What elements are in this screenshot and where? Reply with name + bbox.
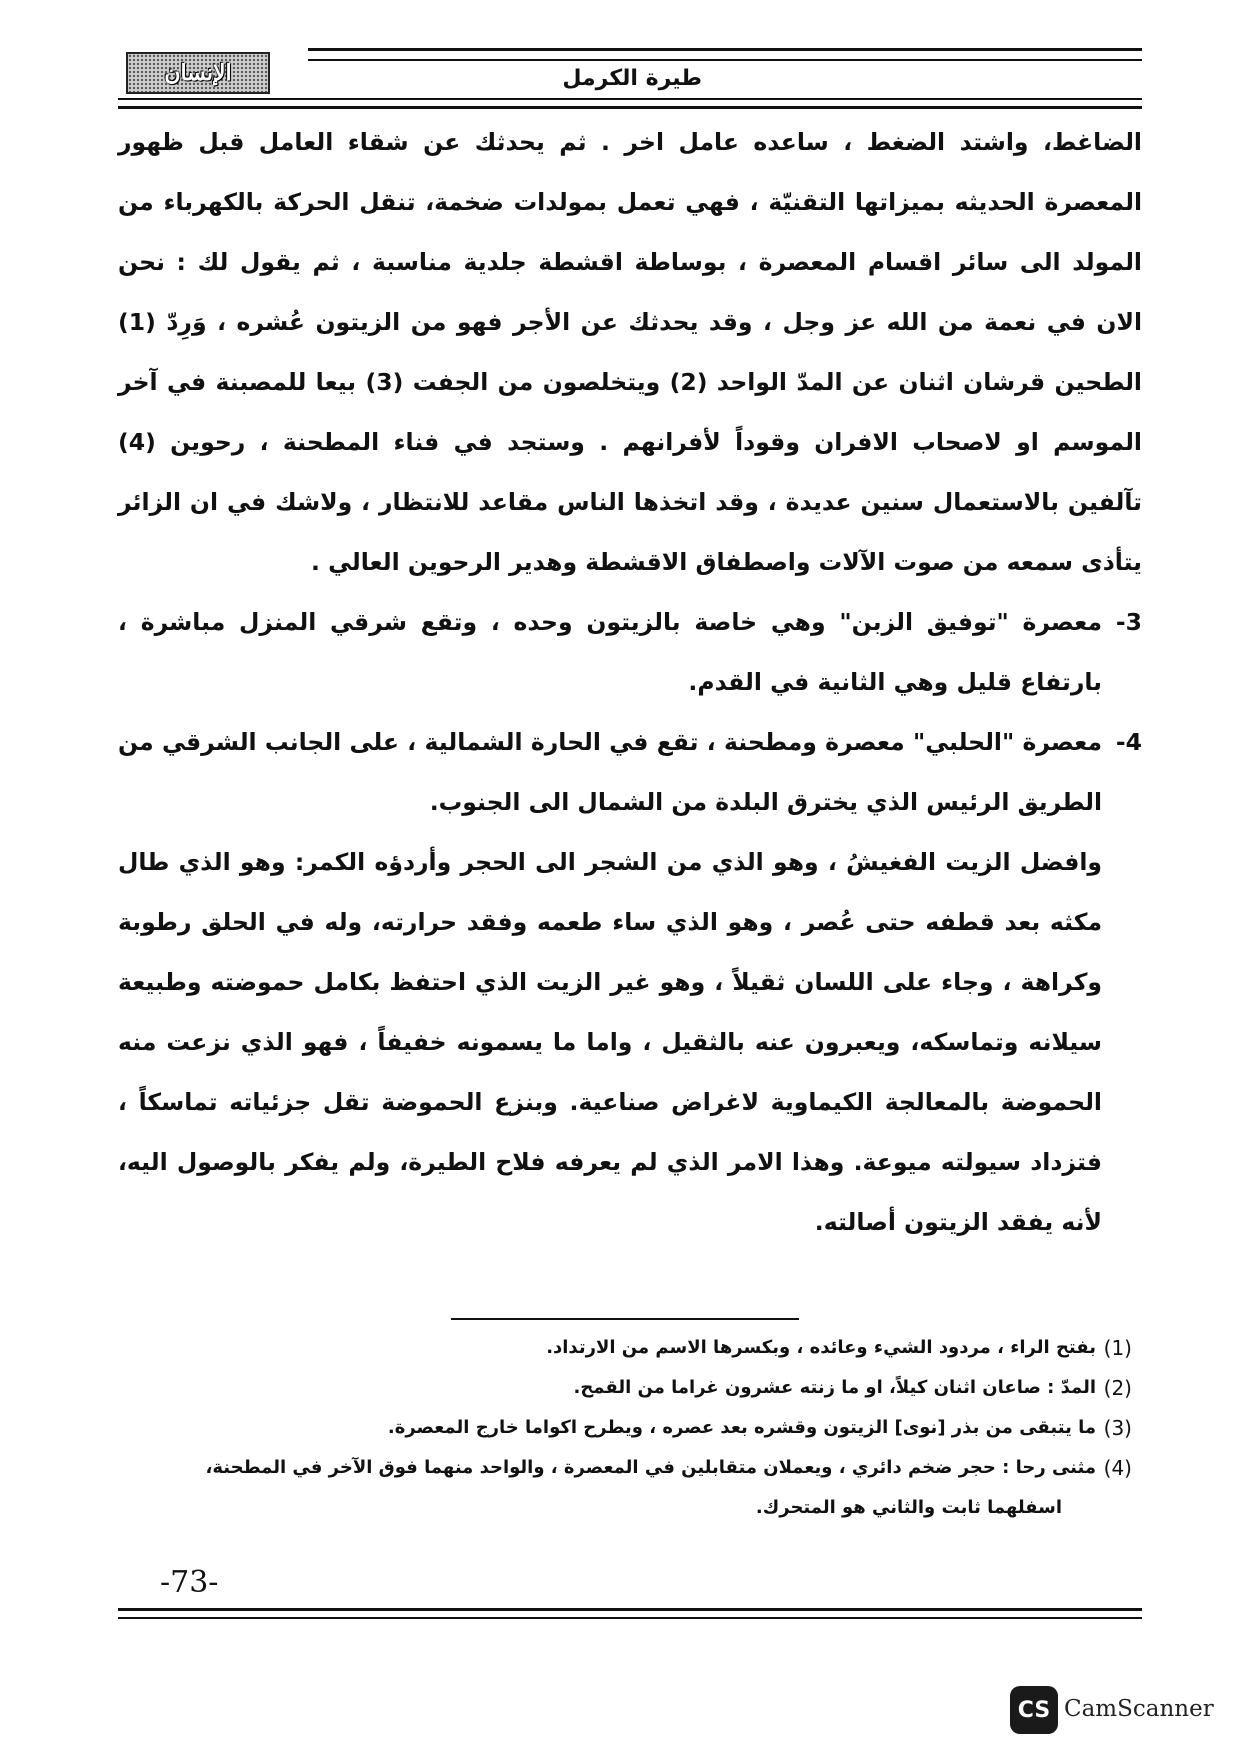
camscanner-watermark: CamScanner — [1064, 1696, 1214, 1722]
footnote-3 — [118, 1408, 1142, 1448]
running-title: طيرة الكرمل — [562, 66, 702, 91]
list-text-4: معصرة "الحلبي" معصرة ومطحنة ، تقع في الحارة الشمالية ، على الجانب الشرقي من الطريق الرئيس الذي يخترق البلدة من الشمال الى الجنوب. — [118, 728, 1102, 816]
list-item-3 — [118, 592, 1142, 712]
footer-rule — [118, 1608, 1142, 1619]
list-number-3: -3 — [1115, 608, 1142, 636]
section-badge-label: الإنسان — [164, 60, 232, 86]
footnote-separator — [451, 1318, 799, 1320]
footnote-4-continuation: اسفلهما ثابت والثاني هو المتحرك. — [755, 1497, 1062, 1518]
page-header — [118, 42, 1142, 104]
body-text — [118, 112, 1142, 1252]
list-text-3: معصرة "توفيق الزبن" وهي خاصة بالزيتون وحده ، وتقع شرقي المنزل مباشرة ، بارتفاع قليل وهي الثانية في القدم. — [118, 608, 1102, 696]
footnote-number-2: (2) — [1103, 1376, 1132, 1400]
section-badge — [126, 52, 270, 94]
footnote-text-3: ما يتبقى من بذر [نوى] الزيتون وقشره بعد عصره ، ويطرح اكواما خارج المعصرة. — [387, 1417, 1096, 1438]
header-rule-top — [308, 48, 1142, 61]
footnotes — [118, 1328, 1142, 1528]
list-number-4: -4 — [1115, 728, 1142, 756]
footnote-number-1: (1) — [1103, 1336, 1132, 1360]
footnote-4 — [118, 1448, 1142, 1488]
page-number: -73- — [160, 1565, 219, 1600]
footnote-text-1: بفتح الراء ، مردود الشيء وعائده ، وبكسرها الاسم من الارتداد. — [546, 1337, 1096, 1358]
camscanner-logo-icon: CS — [1010, 1686, 1058, 1734]
footnote-text-4: مثنى رحا : حجر ضخم دائري ، ويعملان متقابلين في المعصرة ، والواحد منهما فوق الآخر في المطحنة، — [205, 1457, 1096, 1478]
footnote-number-3: (3) — [1103, 1416, 1132, 1440]
footnote-2 — [118, 1368, 1142, 1408]
header-rule-bottom — [118, 98, 1142, 109]
paragraph-oil-quality: وافضل الزيت الفغيشُ ، وهو الذي من الشجر الى الحجر وأردؤه الكمر: وهو الذي طال مكثه بعد قطفه حتى عُصر ، وهو الذي ساء طعمه وفقد حرارته، وله في الحلق رطوبة وكراهة ، وجاء على اللسان ثقيلاً ، وهو غير الزيت الذي احتفظ بكامل حموضته وطبيعة سيلانه وتماسكه، ويعبرون عنه بالثقيل ، واما ما يسمونه خفيفاً ، فهو الذي نزعت منه الحموضة بالمعالجة الكيماوية لاغراض صناعية. وبنزع الحموضة تقل جزئياته تماسكاً ، فتزداد سيولته ميوعة. وهذا الامر الذي لم يعرفه فلاح الطيرة، ولم يفكر بالوصول اليه، لأنه يفقد الزيتون أصالته. — [118, 848, 1102, 1236]
footnote-text-2: المدّ : صاعان اثنان كيلاً، او ما زنته عشرون غراما من القمح. — [573, 1377, 1096, 1398]
footnote-number-4: (4) — [1103, 1456, 1132, 1480]
footnote-1 — [118, 1328, 1142, 1368]
list-item-4 — [118, 712, 1142, 832]
paragraph-continuation: الضاغط، واشتد الضغط ، ساعده عامل اخر . ثم يحدثك عن شقاء العامل قبل ظهور المعصرة الحديثه بميزاتها التقنيّة ، فهي تعمل بمولدات ضخمة، تنقل الحركة بالكهرباء من المولد الى سائر اقسام المعصرة ، بوساطة اقشطة جلدية مناسبة ، ثم يقول لك : نحن الان في نعمة من الله عز وجل ، وقد يحدثك عن الأجر فهو من الزيتون عُشره ، وَرِدّ (1) الطحين قرشان اثنان عن المدّ الواحد (2) ويتخلصون من الجفت (3) بيعا للمصبنة في آخر الموسم او لاصحاب الافران وقوداً لأفرانهم . وستجد في فناء المطحنة ، رحوين (4) تآلفين بالاستعمال سنين عديدة ، وقد اتخذها الناس مقاعد للانتظار ، ولاشك في ان الزائر يتأذى سمعه من صوت الآلات واصطفاق الاقشطة وهدير الرحوين العالي . — [118, 128, 1142, 576]
